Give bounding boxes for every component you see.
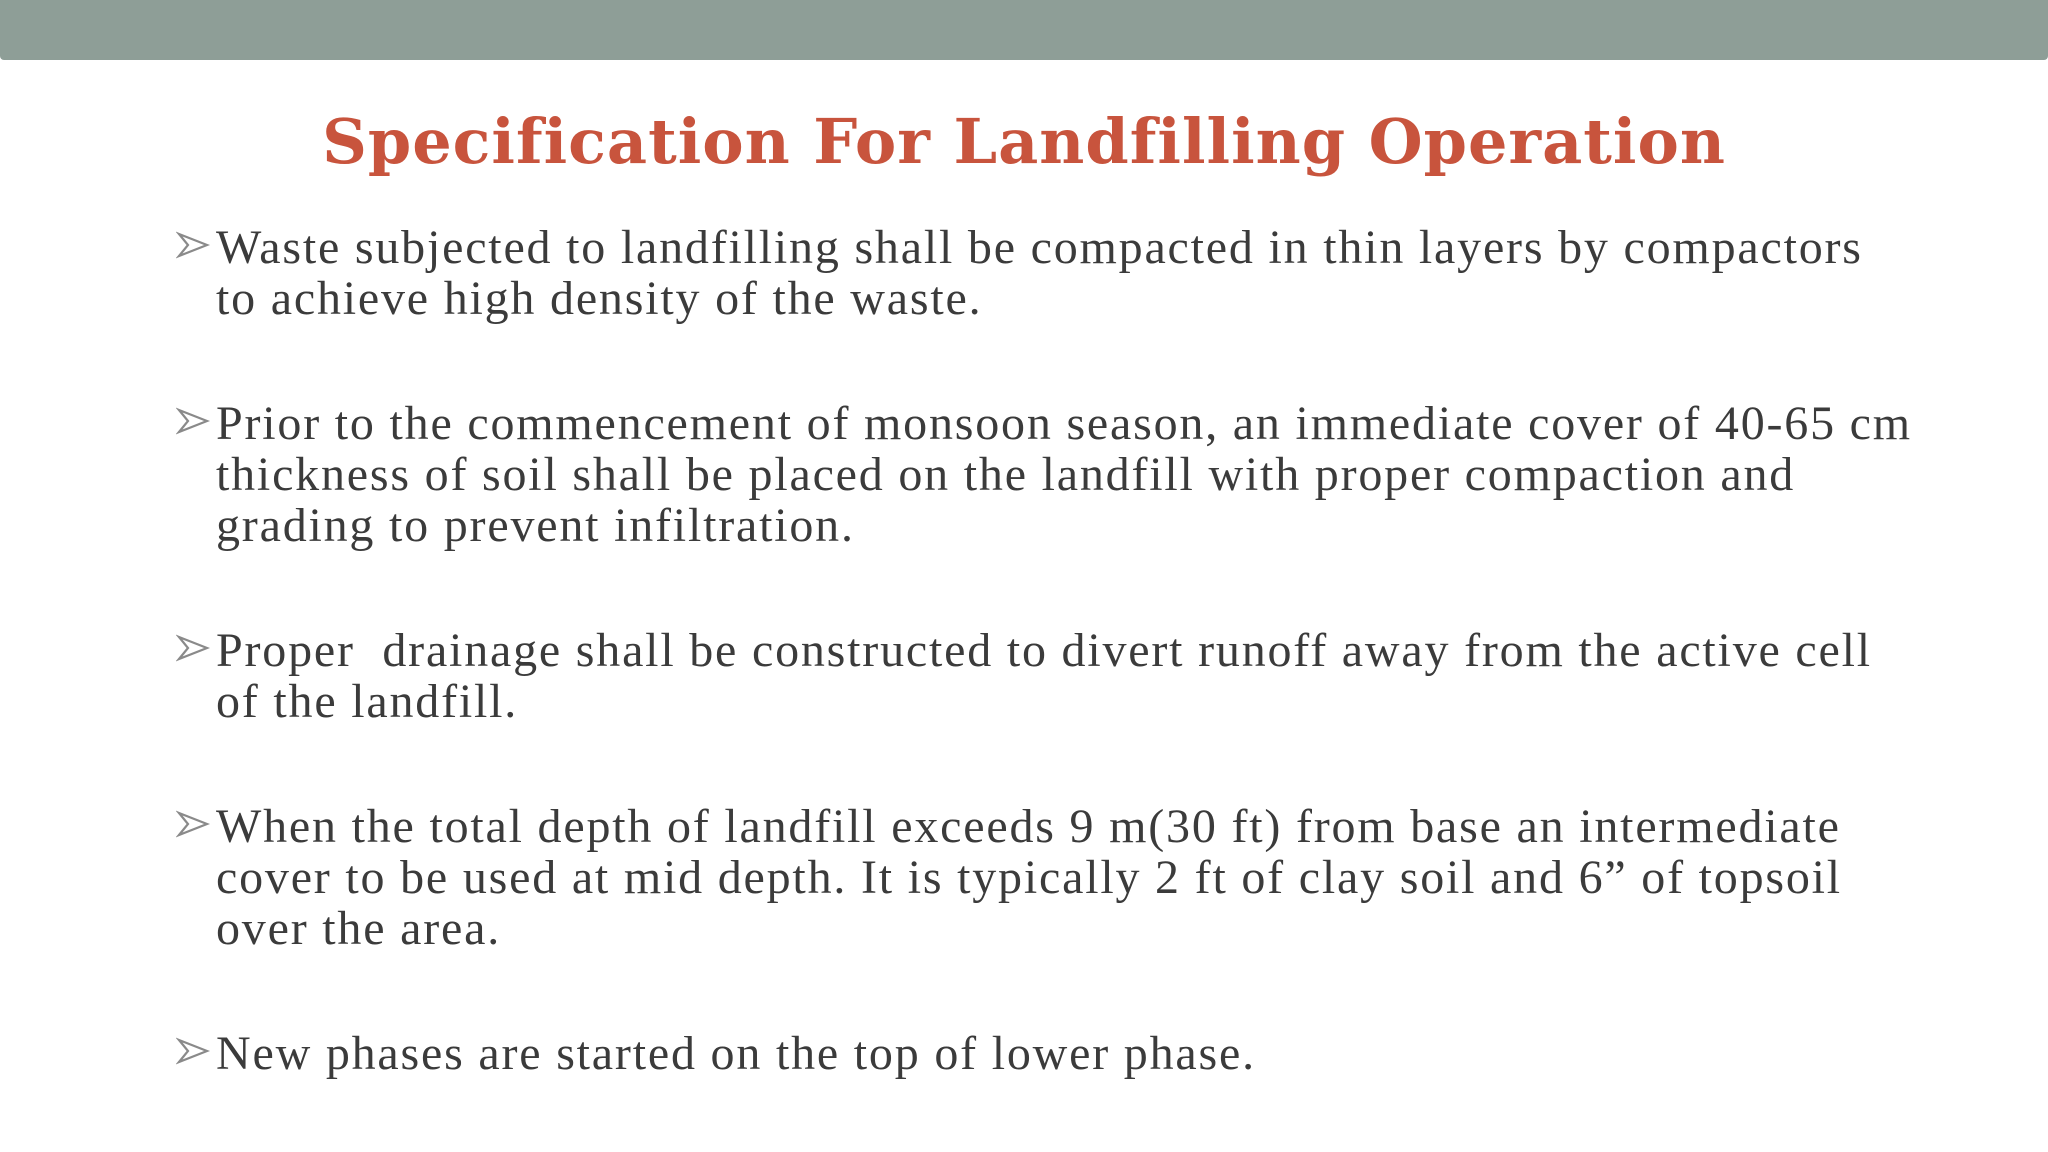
slide-title: Specification For Landfilling Operation <box>322 105 1726 178</box>
bullet-list <box>176 222 1916 1079</box>
bullet-item <box>176 222 1916 324</box>
bullet-text: Waste subjected to landfilling shall be compacted in thin layers by compactors to achieve high density of the waste. <box>216 221 1863 325</box>
arrowhead-bullet-icon <box>176 1034 210 1068</box>
top-accent-band <box>0 0 2048 60</box>
bullet-text: New phases are started on the top of lower phase. <box>216 1027 1256 1080</box>
bullet-item <box>176 801 1916 954</box>
bullet-text: When the total depth of landfill exceeds 9 m(30 ft) from base an intermediate cover to be used at mid depth. It is typically 2 ft of clay soil and 6” of topsoil over the area. <box>216 800 1842 955</box>
bullet-item <box>176 625 1916 727</box>
arrowhead-bullet-icon <box>176 807 210 841</box>
bullet-item <box>176 398 1916 551</box>
bullet-text: Proper drainage shall be constructed to divert runoff away from the active cell of the landfill. <box>216 624 1886 728</box>
arrowhead-bullet-icon <box>176 228 210 262</box>
arrowhead-bullet-icon <box>176 631 210 665</box>
arrowhead-bullet-icon <box>176 404 210 438</box>
bullet-text: Prior to the commencement of monsoon season, an immediate cover of 40-65 cm thickness of soil shall be placed on the landfill with proper compaction and grading to prevent infiltration. <box>216 397 1912 552</box>
bullet-item <box>176 1028 1916 1079</box>
